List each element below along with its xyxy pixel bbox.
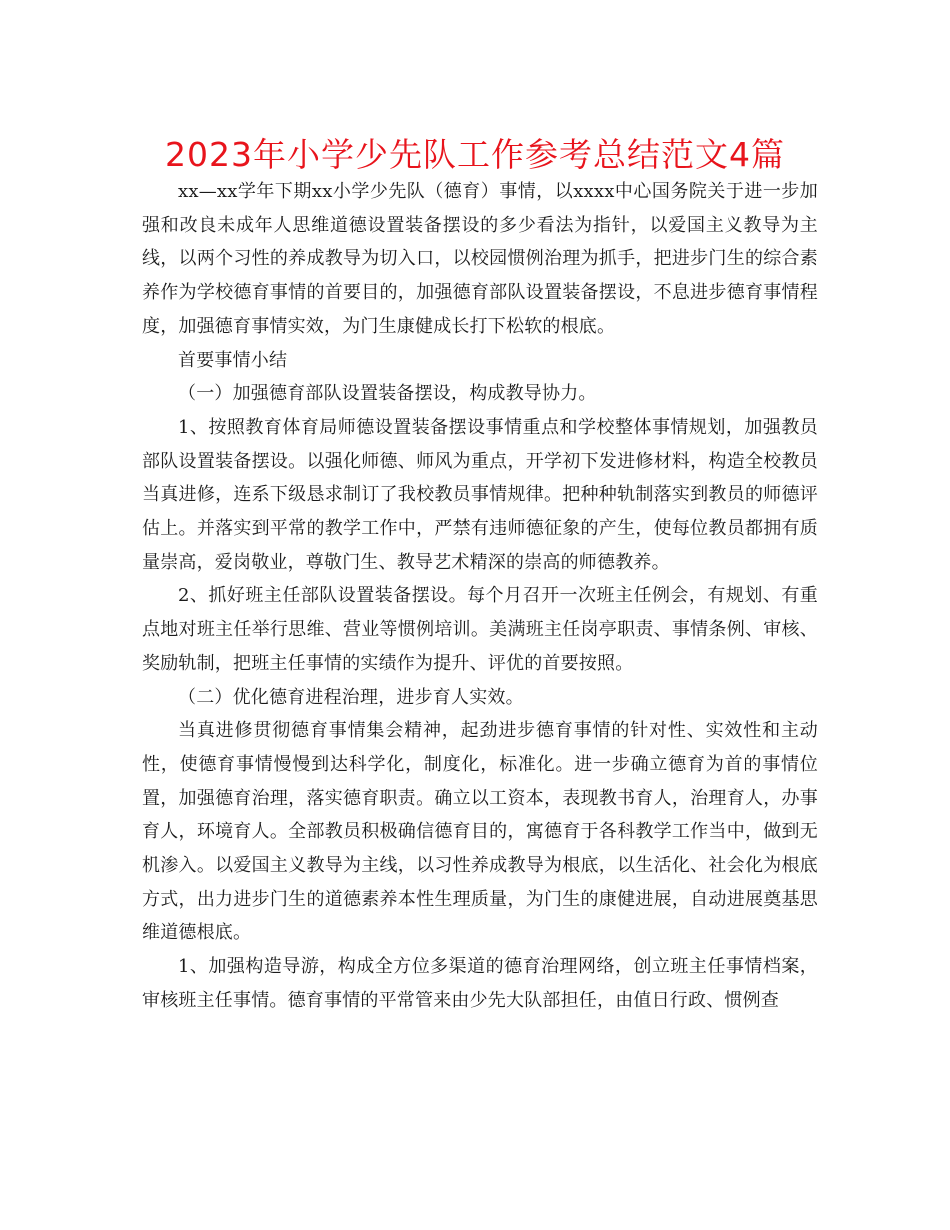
paragraph-intro: xx—xx学年下期xx小学少先队（德育）事情，以xxxx中心国务院关于进一步加强和改良未成年人思维道德设置装备摆设的多少看法为指针，以爱国主义教导为主线，以两个习性的养成教导为切入口，以校园惯例治理为抓手，把进步门生的综合素养作为学校德育事情的首要目的，加强德育部队设置装备摆设，不息进步德育事情程度，加强德育事情实效，为门生康健成长打下松软的根底。 bbox=[142, 181, 818, 337]
paragraph-item-2: 2、抓好班主任部队设置装备摆设。每个月召开一次班主任例会，有规划、有重点地对班主任举行思维、营业等惯例培训。美满班主任岗亭职责、事情条例、审核、奖励轨制，把班主任事情的实绩作为提升、评优的首要按照。 bbox=[142, 585, 818, 674]
subsection-heading-1: （一）加强德育部队设置装备摆设，构成教导协力。 bbox=[178, 383, 597, 405]
document-body bbox=[142, 175, 818, 1018]
section-heading-summary: 首要事情小结 bbox=[178, 349, 288, 371]
paragraph-moral-education: 当真进修贯彻德育事情集会精神，起劲进步德育事情的针对性、实效性和主动性，使德育事情慢慢到达科学化，制度化，标准化。进一步确立德育为首的事情位置，加强德育治理，落实德育职责。确立以工资本，表现教书育人，治理育人，办事育人，环境育人。全部教员积极确信德育目的，寓德育于各科教学工作当中，做到无机渗入。以爱国主义教导为主线，以习性养成教导为根底，以生活化、社会化为根底方式，出力进步门生的道德素养本性生理质量，为门生的康健进展，自动进展奠基思维道德根底。 bbox=[142, 720, 818, 944]
paragraph-item-3: 1、加强构造导游，构成全方位多渠道的德育治理网络，创立班主任事情档案，审核班主任事情。德育事情的平常管来由少先大队部担任，由值日行政、惯例查 bbox=[142, 956, 818, 1011]
paragraph-item-1: 1、按照教育体育局师德设置装备摆设事情重点和学校整体事情规划，加强教员部队设置装备摆设。以强化师德、师风为重点，开学初下发进修材料，构造全校教员当真进修，连系下级恳求制订了我校教员事情规律。把种种轨制落实到教员的师德评估上。并落实到平常的教学工作中，严禁有违师德征象的产生，使每位教员都拥有质量崇高，爱岗敬业，尊敬门生、教导艺术精深的崇高的师德教养。 bbox=[142, 416, 818, 573]
subsection-heading-2: （二）优化德育进程治理，进步育人实效。 bbox=[178, 686, 524, 708]
document-title: 2023年小学少先队工作参考总结范文4篇 bbox=[165, 135, 785, 174]
